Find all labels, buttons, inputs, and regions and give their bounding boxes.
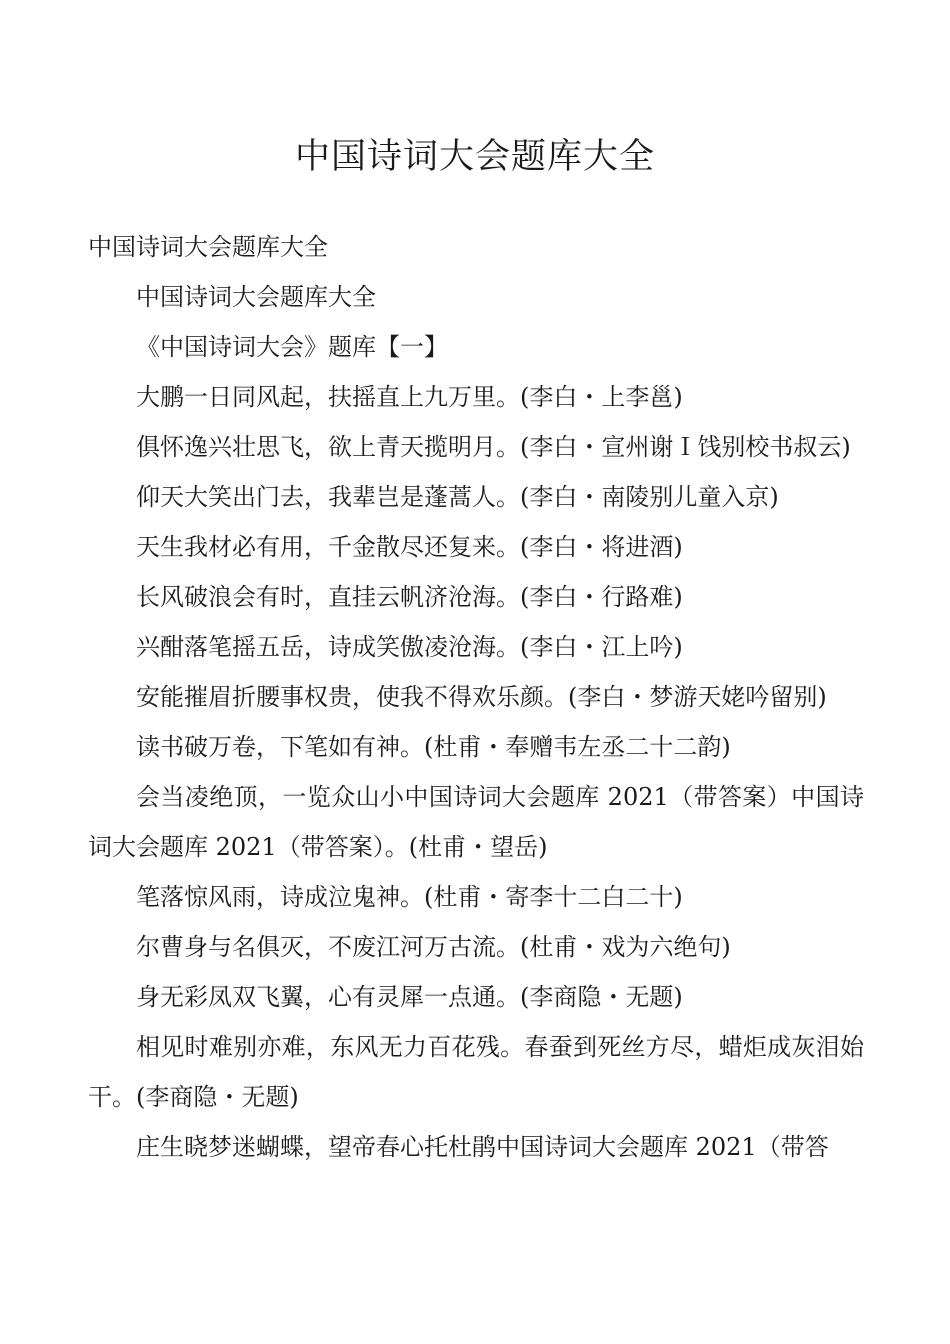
paragraph: 读书破万卷，下笔如有神。(杜甫・奉赠韦左丞二十二韵) <box>136 733 731 761</box>
paragraph: 笔落惊风雨，诗成泣鬼神。(杜甫・寄李十二白二十) <box>136 883 683 911</box>
paragraph: 尔曹身与名俱灭，不废江河万古流。(杜甫・戏为六绝句) <box>136 933 731 961</box>
paragraph: 《中国诗词大会》题库【一】 <box>136 333 448 361</box>
paragraph: 天生我材必有用，千金散尽还复来。(李白・将进酒) <box>136 533 683 561</box>
paragraph: 安能摧眉折腰事权贵，使我不得欢乐颜。(李白・梦游天姥吟留别) <box>136 683 827 711</box>
paragraph: 相见时难别亦难，东风无力百花残。春蚕到死丝方尽，蜡炬成灰泪始干。(李商隐・无题) <box>88 1033 864 1111</box>
paragraph: 中国诗词大会题库大全 <box>136 283 376 311</box>
paragraph: 会当凌绝顶，一览众山小中国诗词大会题库 2021（带答案）中国诗词大会题库 2021（带答案）。(杜甫・望岳) <box>88 783 864 861</box>
paragraph: 俱怀逸兴壮思飞，欲上青天揽明月。(李白・宣州谢Ｉ饯别校书叔云) <box>136 433 851 461</box>
paragraph: 长风破浪会有时，直挂云帆济沧海。(李白・行路难) <box>136 583 683 611</box>
paragraph: 身无彩凤双飞翼，心有灵犀一点通。(李商隐・无题) <box>136 983 683 1011</box>
paragraph: 庄生晓梦迷蝴蝶，望帝春心托杜鹃中国诗词大会题库 2021（带答 <box>136 1133 829 1161</box>
paragraph: 大鹏一日同风起，扶摇直上九万里。(李白・上李邕) <box>136 383 683 411</box>
paragraph: 兴酣落笔摇五岳，诗成笑傲凌沧海。(李白・江上吟) <box>136 633 683 661</box>
document-body <box>88 222 864 1172</box>
paragraph: 仰天大笑出门去，我辈岂是蓬蒿人。(李白・南陵别儿童入京) <box>136 483 779 511</box>
document-title: 中国诗词大会题库大全 <box>294 137 655 177</box>
paragraph: 中国诗词大会题库大全 <box>88 233 328 261</box>
